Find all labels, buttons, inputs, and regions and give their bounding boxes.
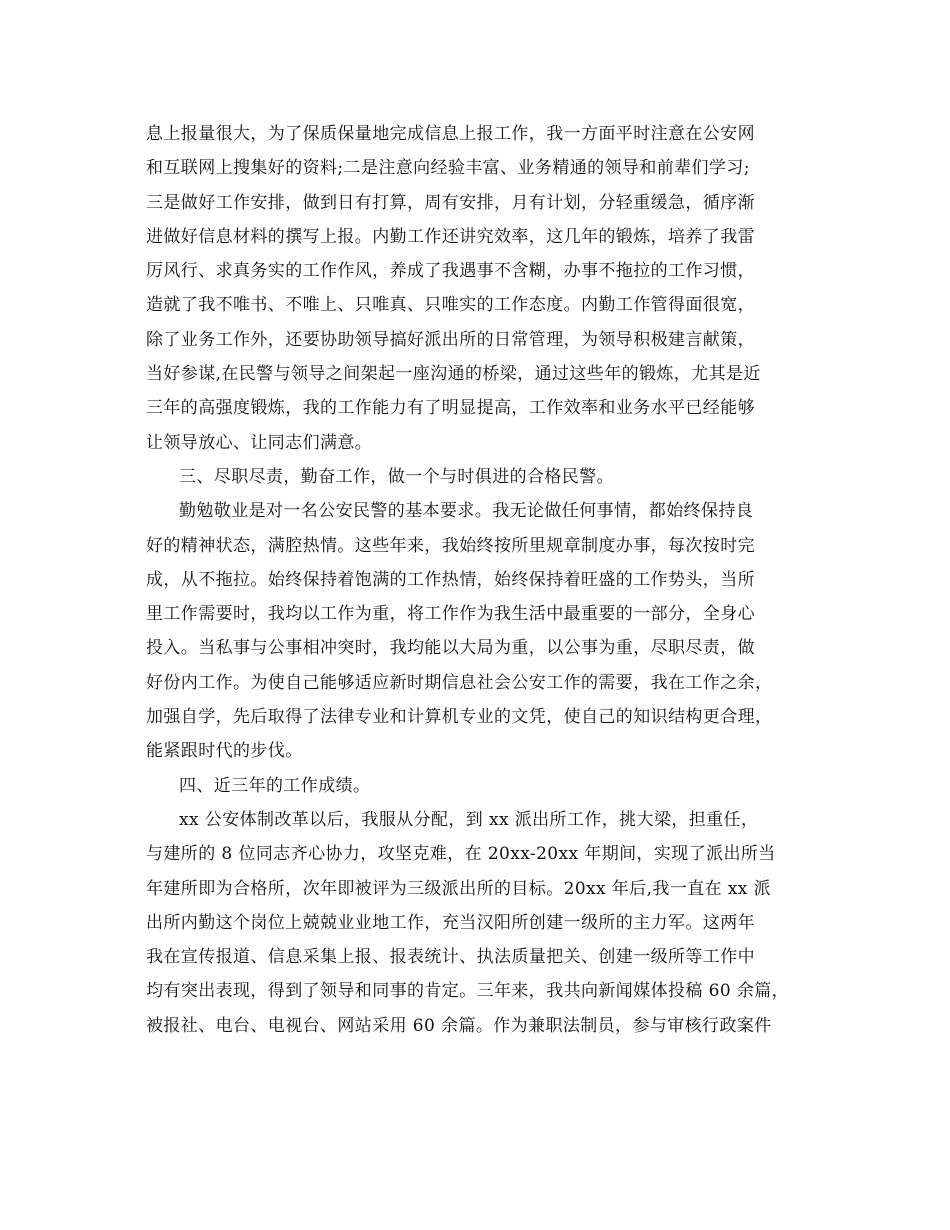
- text-line: 好份内工作。为使自己能够适应新时期信息社会公安工作的需要，我在工作之余，: [146, 672, 773, 693]
- text-line: 除了业务工作外，还要协助领导搞好派出所的日常管理，为领导积极建言献策，: [146, 329, 755, 350]
- text-line: 三是做好工作安排，做到日有打算，周有安排，月有计划，分轻重缓急，循序渐: [146, 192, 755, 213]
- text-line: 我在宣传报道、信息采集上报、报表统计、执法质量把关、创建一级所等工作中: [146, 947, 755, 968]
- text-line: 加强自学，先后取得了法律专业和计算机专业的文凭，使自己的知识结构更合理，: [146, 707, 773, 728]
- text-line: 厉风行、求真务实的工作作风，养成了我遇事不含糊，办事不拖拉的工作习惯，: [146, 261, 755, 282]
- text-line: 与建所的 8 位同志齐心协力，攻坚克难，在 20xx-20xx 年期间，实现了派出所当: [146, 844, 776, 865]
- text-line: 三年的高强度锻炼，我的工作能力有了明显提高，工作效率和业务水平已经能够: [146, 398, 755, 419]
- text-line: 当好参谋,在民警与领导之间架起一座沟通的桥梁，通过这些年的锻炼，尤其是近: [146, 364, 761, 385]
- text-line: 成，从不拖拉。始终保持着饱满的工作热情，始终保持着旺盛的工作势头，当所: [146, 569, 755, 590]
- text-line: 好的精神状态，满腔热情。这些年来，我始终按所里规章制度办事，每次按时完: [146, 535, 755, 556]
- paragraph-first-line: xx 公安体制改革以后，我服从分配，到 xx 派出所工作，挑大梁，担重任，: [179, 809, 759, 830]
- text-line: 被报社、电台、电视台、网站采用 60 余篇。作为兼职法制员，参与审核行政案件: [146, 1015, 772, 1036]
- text-line: 均有突出表现，得到了领导和同事的肯定。三年来，我共向新闻媒体投稿 60 余篇，: [146, 981, 790, 1002]
- paragraph-first-line: 四、近三年的工作成绩。: [179, 775, 371, 796]
- text-line: 投入。当私事与公事相冲突时，我均能以大局为重，以公事为重，尽职尽责，做: [146, 638, 755, 659]
- text-line: 里工作需要时，我均以工作为重，将工作作为我生活中最重要的一部分，全身心: [146, 604, 755, 625]
- text-line: 让领导放心、让同志们满意。: [146, 432, 373, 453]
- text-line: 出所内勤这个岗位上兢兢业业地工作，充当汉阳所创建一级所的主力军。这两年: [146, 912, 755, 933]
- text-line: 能紧跟时代的步伐。: [146, 741, 303, 762]
- text-line: 造就了我不唯书、不唯上、只唯真、只唯实的工作态度。内勤工作管得面很宽，: [146, 295, 755, 316]
- text-line: 息上报量很大，为了保质保量地完成信息上报工作，我一方面平时注意在公安网: [146, 124, 755, 144]
- paragraph-first-line: 勤勉敬业是对一名公安民警的基本要求。我无论做任何事情，都始终保持良: [179, 501, 754, 522]
- paragraph-first-line: 三、尽职尽责，勤奋工作，做一个与时俱进的合格民警。: [179, 466, 614, 487]
- text-line: 和互联网上搜集好的资料;二是注意向经验丰富、业务精通的领导和前辈们学习;: [146, 158, 750, 179]
- body-text: [146, 117, 816, 1043]
- text-line: 年建所即为合格所，次年即被评为三级派出所的目标。20xx 年后,我一直在 xx 派: [146, 878, 771, 899]
- text-line: 进做好信息材料的撰写上报。内勤工作还讲究效率，这几年的锻炼，培养了我雷: [146, 226, 755, 247]
